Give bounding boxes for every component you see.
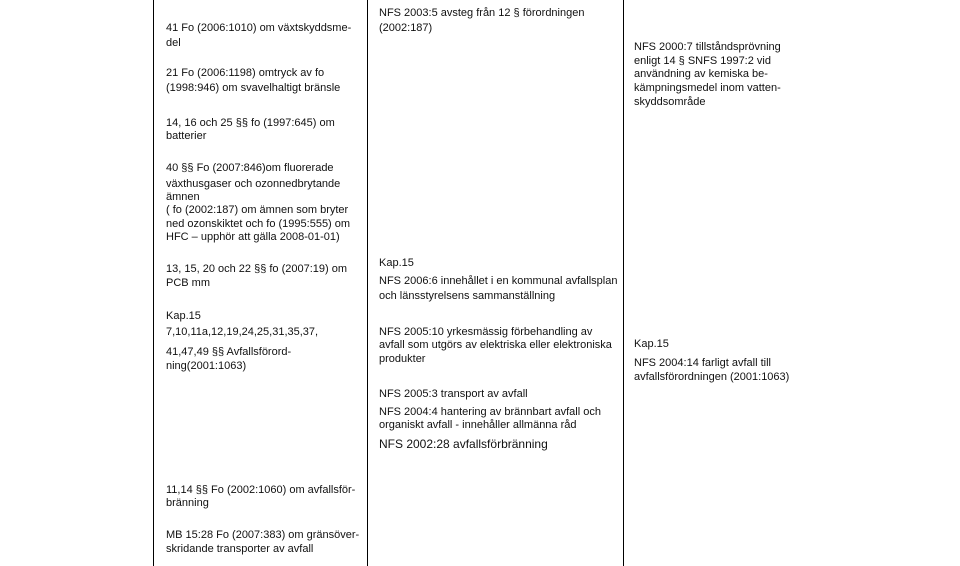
col2-line: NFS 2005:10 yrkesmässig förbehandling av bbox=[379, 326, 593, 338]
col2-line: organiskt avfall - innehåller allmänna råd bbox=[379, 419, 577, 431]
col1-line: batterier bbox=[166, 130, 207, 142]
col1-line: växthusgaser och ozonnedbrytande bbox=[166, 178, 341, 190]
col1-line: 7,10,11a,12,19,24,25,31,35,37, bbox=[166, 326, 319, 338]
col1-line: skridande transporter av avfall bbox=[166, 543, 314, 555]
col1-line: ning(2001:1063) bbox=[166, 360, 247, 372]
col2-line: NFS 2003:5 avsteg från 12 § förordningen bbox=[379, 7, 585, 19]
col1-line: ( fo (2002:187) om ämnen som bryter bbox=[166, 204, 349, 216]
col1-line: HFC – upphör att gälla 2008-01-01) bbox=[166, 231, 340, 243]
col2-kap-heading: Kap.15 bbox=[379, 257, 414, 269]
col1-line: 41,47,49 §§ Avfallsförord- bbox=[166, 346, 292, 358]
col1-line: ämnen bbox=[166, 191, 200, 203]
col3-kap-heading: Kap.15 bbox=[634, 338, 669, 350]
column-divider-1 bbox=[153, 0, 154, 566]
col3-line: NFS 2000:7 tillståndsprövning bbox=[634, 41, 781, 53]
col2-line: och länsstyrelsens sammanställning bbox=[379, 290, 556, 302]
col1-line: bränning bbox=[166, 497, 209, 509]
col3-line: enligt 14 § SNFS 1997:2 vid bbox=[634, 55, 771, 67]
col2-line: NFS 2005:3 transport av avfall bbox=[379, 388, 528, 400]
col2-line: NFS 2004:4 hantering av brännbart avfall och bbox=[379, 406, 601, 418]
col1-line: PCB mm bbox=[166, 277, 210, 289]
col1-line: 21 Fo (2006:1198) omtryck av fo bbox=[166, 67, 325, 79]
col1-line: del bbox=[166, 37, 181, 49]
col3-line: användning av kemiska be- bbox=[634, 68, 768, 80]
col1-line: 40 §§ Fo (2007:846)om fluorerade bbox=[166, 162, 334, 174]
col3-line: skyddsområde bbox=[634, 96, 706, 108]
col1-line: 41 Fo (2006:1010) om växtskyddsme- bbox=[166, 22, 352, 34]
col1-line: MB 15:28 Fo (2007:383) om gränsöver- bbox=[166, 529, 360, 541]
col1-line: 14, 16 och 25 §§ fo (1997:645) om bbox=[166, 117, 335, 129]
col1-line: 13, 15, 20 och 22 §§ fo (2007:19) om bbox=[166, 263, 348, 275]
col2-line: NFS 2006:6 innehållet i en kommunal avfallsplan bbox=[379, 275, 618, 287]
col2-line: (2002:187) bbox=[379, 22, 433, 34]
col2-line: produkter bbox=[379, 353, 426, 365]
col1-line: (1998:946) om svavelhaltigt bränsle bbox=[166, 82, 341, 94]
col3-line: kämpningsmedel inom vatten- bbox=[634, 82, 781, 94]
col3-line: NFS 2004:14 farligt avfall till bbox=[634, 357, 771, 369]
column-divider-3 bbox=[623, 0, 624, 566]
col1-line: ned ozonskiktet och fo (1995:555) om bbox=[166, 218, 351, 230]
col1-kap-heading: Kap.15 bbox=[166, 310, 201, 322]
col1-line: 11,14 §§ Fo (2002:1060) om avfallsför- bbox=[166, 484, 356, 496]
column-divider-2 bbox=[367, 0, 368, 566]
col3-line: avfallsförordningen (2001:1063) bbox=[634, 371, 790, 383]
col2-line: NFS 2002:28 avfallsförbränning bbox=[379, 437, 548, 451]
col2-line: avfall som utgörs av elektriska eller elektroniska bbox=[379, 339, 612, 351]
